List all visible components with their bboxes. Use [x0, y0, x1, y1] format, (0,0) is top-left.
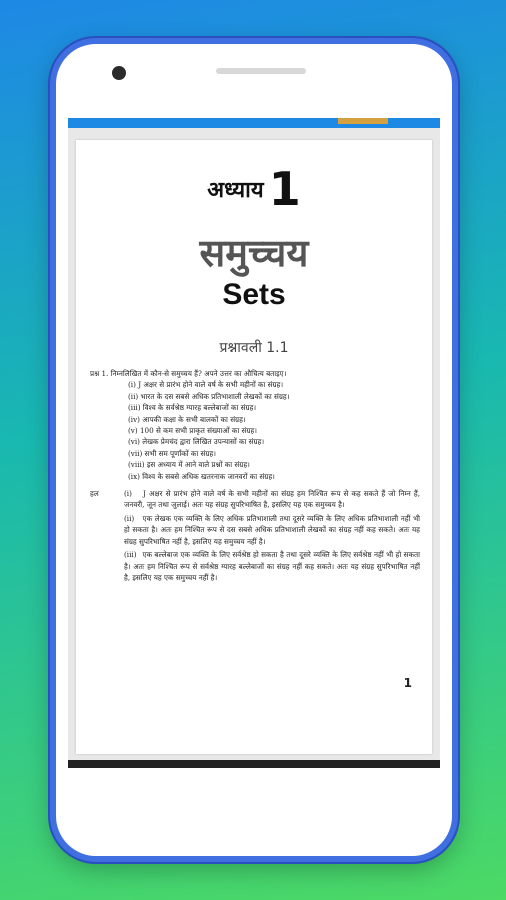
sub-item: (vi) लेखक प्रेमचंद द्वारा लिखित उपन्यासों का संग्रह।: [128, 437, 265, 447]
earpiece-speaker: [216, 68, 306, 74]
answer-text: एक लेखक एक व्यक्ति के लिए अधिक प्रतिभाशाली तथा दूसरे व्यक्ति के लिए अधिक प्रतिभाशाली नहीं भी हो सकता है। अतः हम निश्चित रूप से दस सबसे अधिक प्रतिभाशाली लेखकों का संग्रह नहीं कह सकते। अतः यह संग्रह सुपरिभाषित नहीं है, इसलिए यह समुच्चय नहीं है।: [124, 513, 420, 546]
answer-body: [124, 488, 420, 585]
question-text: निम्नलिखित में कौन-से समुच्चय हैं? अपने उत्तर का औचित्य बताइए।: [110, 369, 287, 378]
question-line: [90, 368, 420, 379]
app-screen: [68, 118, 440, 768]
answer-item: [124, 488, 420, 511]
exercise-heading: प्रश्नावली 1.1: [219, 340, 289, 356]
bottom-bar: [68, 760, 440, 768]
answer-label: हल: [90, 489, 99, 499]
chapter-number: 1: [268, 162, 301, 216]
sub-item: (ii) भारत के दस सबसे अधिक प्रतिभाशाली लेखकों का संग्रह।: [128, 391, 290, 401]
sub-item: (viii) इस अध्याय में आने वाले प्रश्नों का संग्रह।: [128, 460, 250, 470]
app-bar-accent: [338, 118, 388, 124]
answer-number: (ii): [124, 513, 135, 523]
answer-number: (i): [124, 489, 132, 499]
sub-item: (i) J अक्षर से प्रारंभ होने वाले वर्ष के सभी महीनों का संग्रह।: [128, 380, 284, 390]
title-english: Sets: [222, 278, 286, 311]
sub-item: (vii) सभी सम पूर्णांकों का संग्रह।: [128, 448, 216, 458]
sub-item: (ix) विश्व के सबसे अधिक खतरनाक जानवरों का संग्रह।: [128, 471, 275, 481]
front-camera: [112, 66, 126, 80]
question-block: [90, 368, 420, 585]
answer-block: [90, 488, 420, 585]
answer-text: J अक्षर से प्रारंभ होने वाले वर्ष के सभी महीनों का संग्रह हम निश्चित रूप से कह सकते हैं जो निम्न हैं, जनवरी, जून तथा जुलाई। अतः यह संग्रह सुपरिभाषित है, इसलिए यह एक समुच्चय है।: [124, 489, 420, 510]
title-hindi: समुच्चय: [199, 231, 309, 275]
sub-item: (iv) आपकी कक्षा के सभी बालकों का संग्रह।: [128, 414, 246, 424]
page-number: 1: [403, 676, 412, 690]
book-page[interactable]: [76, 140, 432, 754]
answer-number: (iii): [124, 550, 137, 560]
question-label: प्रश्न 1.: [90, 369, 109, 378]
answer-item: [124, 513, 420, 547]
sub-item: (v) 100 से कम सभी प्राकृत संख्याओं का संग्रह।: [128, 426, 257, 436]
answer-text: एक बल्लेबाज एक व्यक्ति के लिए सर्वश्रेष्ठ हो सकता है तथा दूसरे व्यक्ति के लिए सर्वश्रेष्ठ नहीं भी हो सकता है। अतः हम निश्चित रूप से सर्वश्रेष्ठ ग्यारह बल्लेबाजों का संग्रह नहीं कह सकते। अतः यह संग्रह सुपरिभाषित नहीं है, इसलिए यह एक समुच्चय नहीं है।: [124, 550, 420, 582]
phone-frame: [50, 38, 458, 862]
chapter-word: अध्याय: [207, 177, 264, 203]
sub-item: (iii) विश्व के सर्वश्रेष्ठ ग्यारह बल्लेबाजों का संग्रह।: [128, 403, 257, 413]
chapter-heading: [76, 162, 432, 216]
answer-item: [124, 549, 420, 583]
